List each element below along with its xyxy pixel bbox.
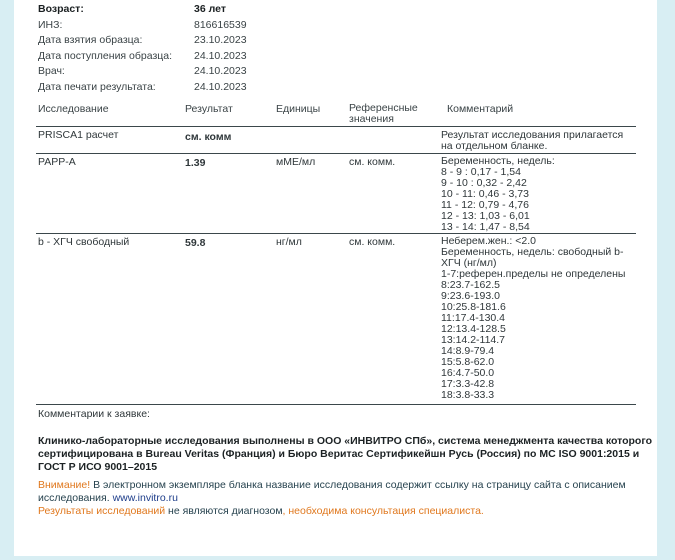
row3-comment-line: 16:4.7-50.0 bbox=[441, 367, 495, 379]
sample-received-value: 24.10.2023 bbox=[194, 50, 247, 62]
header-reference bbox=[349, 103, 418, 125]
order-comments-label: Комментарии к заявке: bbox=[38, 408, 150, 420]
accreditation-line: сертифицирована в Bureau Veritas (Франция) и Бюро Веритас Сертификейшн Русь (Россия) по МС ISO 9001:2015 и bbox=[38, 448, 640, 460]
print-date-value: 24.10.2023 bbox=[194, 81, 247, 93]
header-units: Единицы bbox=[276, 103, 321, 115]
doctor-label: Врач: bbox=[38, 65, 65, 77]
row2-comment-line: 12 - 13: 1,03 - 6,01 bbox=[441, 210, 530, 222]
row3-units: нг/мл bbox=[276, 236, 302, 248]
row3-comment-line: 1-7:референ.пределы не определены bbox=[441, 268, 626, 280]
row3-test: b - ХГЧ свободный bbox=[38, 236, 130, 248]
row1-comment bbox=[441, 130, 623, 152]
row3-comment-line: 9:23.6-193.0 bbox=[441, 290, 500, 302]
row1-comment-line: Результат исследования прилагается bbox=[441, 129, 624, 141]
sample-received-label: Дата поступления образца: bbox=[38, 50, 173, 62]
row3-result: 59.8 bbox=[185, 237, 206, 249]
row2-comment bbox=[441, 156, 555, 233]
row2-test: PAPP-A bbox=[38, 156, 76, 168]
row2-comment-line: 8 - 9 : 0,17 - 1,54 bbox=[441, 166, 521, 178]
row3-comment-line: Неберем.жен.: <2.0 bbox=[441, 235, 536, 247]
row-divider bbox=[36, 153, 636, 154]
inz-label: ИНЗ: bbox=[38, 19, 63, 31]
row3-comment-line: ХГЧ (нг/мл) bbox=[441, 257, 497, 269]
row3-comment-line: 17:3.3-42.8 bbox=[441, 378, 495, 390]
row3-comment-line: 12:13.4-128.5 bbox=[441, 323, 506, 335]
warning-text: В электронном экземпляре бланка название исследования содержит ссылку на страницу сайта с описанием bbox=[90, 479, 626, 491]
header-reference-line1: Референсные bbox=[349, 102, 418, 114]
row3-comment-line: 14:8.9-79.4 bbox=[441, 345, 495, 357]
accreditation-line: Клинико-лабораторные исследования выполнены в ООО «ИНВИТРО СПб», система менеджмента качества которого bbox=[38, 435, 652, 447]
row3-comment-line: 8:23.7-162.5 bbox=[441, 279, 500, 291]
row3-comment-line: 10:25.8-181.6 bbox=[441, 301, 506, 313]
header-test: Исследование bbox=[38, 103, 109, 115]
age-value: 36 лет bbox=[194, 3, 226, 15]
doctor-value: 24.10.2023 bbox=[194, 65, 247, 77]
header-result: Результат bbox=[185, 103, 233, 115]
disclaimer bbox=[38, 505, 484, 518]
sample-taken-value: 23.10.2023 bbox=[194, 34, 247, 46]
website-link[interactable]: www.invitro.ru bbox=[112, 492, 178, 504]
header-comment: Комментарий bbox=[447, 103, 514, 115]
row2-reference: см. комм. bbox=[349, 156, 396, 168]
electronic-copy-notice bbox=[38, 479, 626, 505]
warning-text-2: исследования. bbox=[38, 492, 113, 504]
row3-comment bbox=[441, 236, 625, 401]
print-date-label: Дата печати результата: bbox=[38, 81, 156, 93]
row2-comment-line: 10 - 11: 0,46 - 3,73 bbox=[441, 188, 529, 200]
row1-test: PRISCA1 расчет bbox=[38, 129, 119, 141]
table-bottom-divider bbox=[36, 404, 636, 405]
row2-comment-line: 9 - 10 : 0,32 - 2,42 bbox=[441, 177, 527, 189]
warning-label: Внимание! bbox=[38, 479, 91, 491]
row2-comment-line: Беременность, недель: bbox=[441, 155, 555, 167]
row2-result: 1.39 bbox=[185, 157, 206, 169]
inz-value: 816616539 bbox=[194, 19, 247, 31]
row1-result: см. комм bbox=[185, 131, 232, 143]
header-reference-line2: значения bbox=[349, 113, 394, 125]
header-divider bbox=[36, 126, 636, 127]
age-label: Возраст: bbox=[38, 3, 84, 15]
sample-taken-label: Дата взятия образца: bbox=[38, 34, 143, 46]
row3-comment-line: Беременность, недель: свободный b- bbox=[441, 246, 624, 258]
row3-comment-line: 11:17.4-130.4 bbox=[441, 312, 506, 324]
row3-comment-line: 13:14.2-114.7 bbox=[441, 334, 506, 346]
disclaimer-part-a: Результаты исследований bbox=[38, 505, 169, 517]
row3-comment-line: 15:5.8-62.0 bbox=[441, 356, 495, 368]
row1-comment-line: на отдельном бланке. bbox=[441, 140, 548, 152]
row2-comment-line: 11 - 12: 0,79 - 4,76 bbox=[441, 199, 529, 211]
row2-units: мМЕ/мл bbox=[276, 156, 316, 168]
row-divider bbox=[36, 233, 636, 234]
row3-reference: см. комм. bbox=[349, 236, 396, 248]
disclaimer-part-c: , необходима консультация специалиста. bbox=[282, 505, 484, 517]
accreditation-statement bbox=[38, 435, 652, 474]
row2-comment-line: 13 - 14: 1,47 - 8,54 bbox=[441, 221, 530, 233]
lab-report-sheet bbox=[14, 0, 657, 556]
row3-comment-line: 18:3.8-33.3 bbox=[441, 389, 495, 401]
disclaimer-part-b: не являются диагнозом bbox=[168, 505, 283, 517]
accreditation-line: ГОСТ Р ИСО 9001–2015 bbox=[38, 461, 158, 473]
